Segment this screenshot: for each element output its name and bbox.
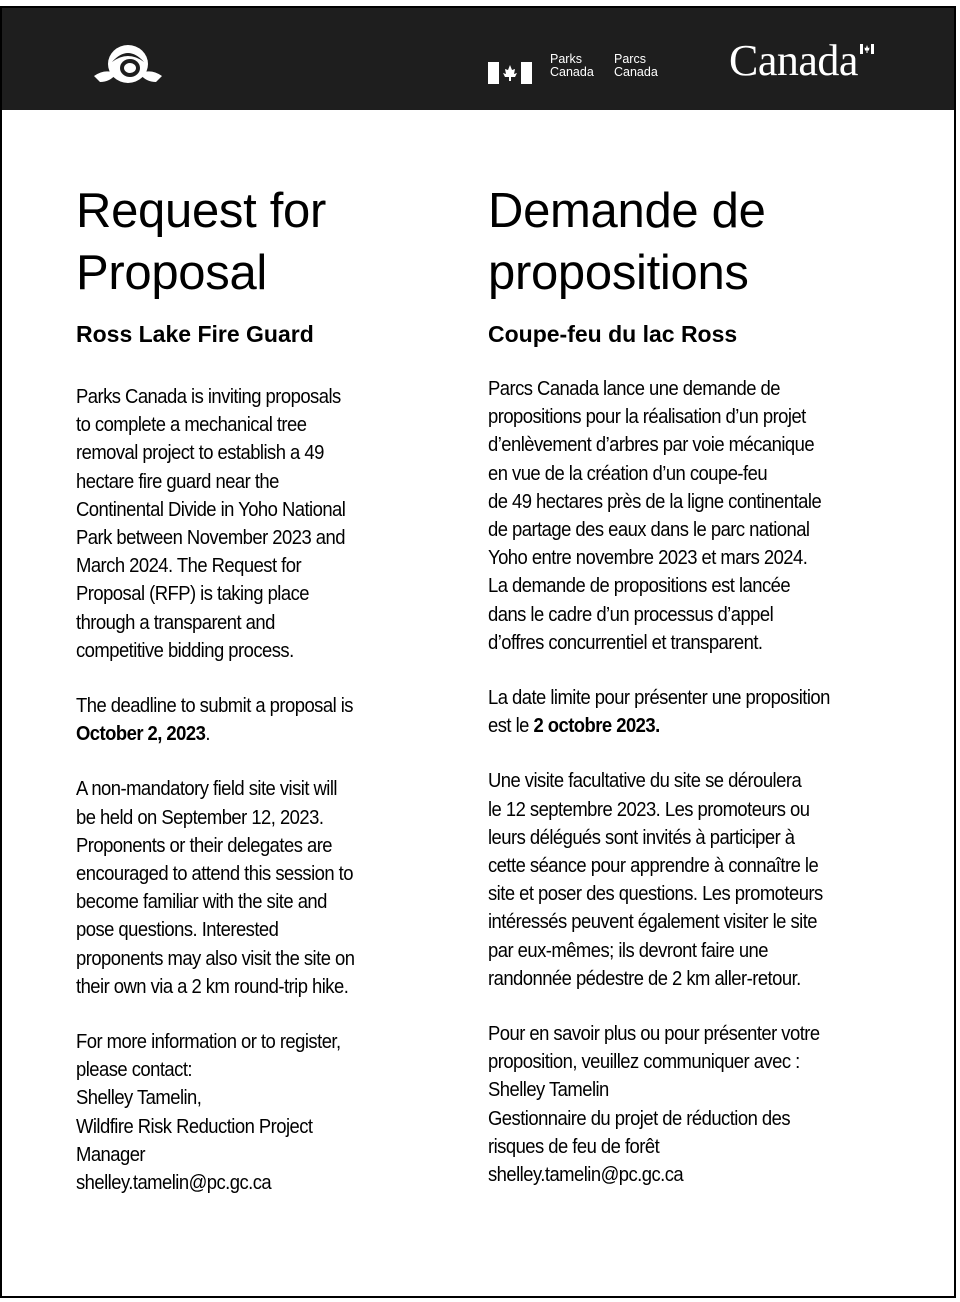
text-line: Wildfire Risk Reduction Project [76, 1114, 313, 1138]
body-fr [488, 375, 911, 1189]
text-line: par eux-mêmes; ils devront faire une [488, 938, 768, 962]
text-line: Pour en savoir plus ou pour présenter votre [488, 1022, 820, 1046]
contact-email-fr[interactable]: shelley.tamelin@pc.gc.ca [488, 1163, 684, 1187]
text-line: competitive bidding process. [76, 638, 294, 662]
text-line: dans le cadre d’un processus d’appel [488, 602, 774, 626]
english-column [76, 180, 466, 1197]
text-line: le 12 septembre 2023. Les promoteurs ou [488, 797, 810, 821]
contact-paragraph-en [76, 1028, 472, 1197]
text-line: pose questions. Interested [76, 918, 279, 942]
site-visit-paragraph-en [76, 775, 472, 1001]
text-line: their own via a 2 km round-trip hike. [76, 974, 349, 998]
subtitle-fr: Coupe-feu du lac Ross [488, 321, 738, 347]
parcs-canada-wordmark-fr: Parcs Canada [614, 52, 658, 79]
text-line: propositions pour la réalisation d’un projet [488, 405, 806, 429]
contact-name-en: Shelley Tamelin, [76, 1086, 202, 1110]
text-line: through a transparent and [76, 610, 275, 634]
canada-wordmark-flag-icon [860, 44, 874, 54]
text-line: de 49 hectares près de la ligne continentale [488, 489, 822, 513]
deadline-date-fr: 2 octobre 2023. [533, 714, 660, 738]
text-line: est le 2 octobre 2023. [488, 714, 660, 738]
deadline-paragraph-en [76, 692, 472, 748]
text-line: risques de feu de forêt [488, 1134, 660, 1158]
text-line: leurs délégués sont invités à participer à [488, 825, 795, 849]
text-line: Manager [76, 1142, 146, 1166]
text-line: cette séance pour apprendre à connaître le [488, 854, 819, 878]
text-line: Proposal (RFP) is taking place [76, 582, 309, 606]
text-line: Proponents or their delegates are [76, 833, 333, 857]
title-fr [488, 180, 908, 304]
text-line: site et poser des questions. Les promoteurs [488, 882, 823, 906]
canada-flag-icon [488, 62, 532, 84]
text-line: La demande de propositions est lancée [488, 574, 791, 598]
text-line: Gestionnaire du projet de réduction des [488, 1106, 791, 1130]
text-line: For more information or to register, [76, 1030, 341, 1054]
parks-canada-wordmark-en: Parks Canada [550, 52, 594, 79]
contact-name-fr: Shelley Tamelin [488, 1078, 609, 1102]
body-en [76, 383, 472, 1197]
canada-wordmark: Canada [729, 36, 858, 85]
notice-frame [0, 6, 956, 1298]
parks-canada-beaver-logo-icon [92, 32, 164, 92]
deadline-date-en: October 2, 2023 [76, 722, 206, 746]
title-en [76, 180, 466, 304]
text-line: en vue de la création d’un coupe-feu [488, 461, 768, 485]
text-line: Demande de [488, 184, 766, 238]
text-line: encouraged to attend this session to [76, 862, 353, 886]
text-line: A non-mandatory field site visit will [76, 777, 337, 801]
site-visit-paragraph-fr [488, 767, 911, 993]
text-line: Une visite facultative du site se déroulera [488, 769, 802, 793]
text-line: d’offres concurrentiel et transparent. [488, 630, 763, 654]
text-line: March 2024. The Request for [76, 554, 302, 578]
text-line: Parcs Canada lance une demande de [488, 377, 780, 400]
header-bar [2, 8, 954, 110]
subtitle-en: Ross Lake Fire Guard [76, 321, 314, 347]
text-line: d’enlèvement d’arbres par voie mécanique [488, 433, 815, 457]
text-line: become familiar with the site and [76, 890, 327, 914]
text-line: intéressés peuvent également visiter le site [488, 910, 818, 934]
text-line: to complete a mechanical tree [76, 413, 307, 437]
text-line: Continental Divide in Yoho National [76, 497, 346, 521]
text-line: Proposal [76, 246, 267, 300]
text-line: please contact: [76, 1058, 193, 1082]
text-line: Park between November 2023 and [76, 526, 345, 550]
contact-paragraph-fr [488, 1020, 911, 1189]
text-line: proponents may also visit the site on [76, 946, 355, 970]
text-line: La date limite pour présenter une proposition [488, 686, 830, 710]
intro-paragraph-en [76, 383, 472, 665]
intro-paragraph-fr [488, 375, 911, 657]
text-line: be held on September 12, 2023. [76, 805, 324, 829]
text-line: October 2, 2023. [76, 722, 210, 746]
french-column [488, 180, 908, 1189]
contact-email-en[interactable]: shelley.tamelin@pc.gc.ca [76, 1171, 272, 1195]
text-line: hectare fire guard near the [76, 469, 279, 493]
text-line: Parks Canada is inviting proposals [76, 385, 341, 408]
text-line: Yoho entre novembre 2023 et mars 2024. [488, 546, 808, 570]
deadline-paragraph-fr [488, 684, 911, 740]
text-line: Request for [76, 184, 327, 238]
text-line: randonnée pédestre de 2 km aller-retour. [488, 966, 801, 990]
text-line: The deadline to submit a proposal is [76, 694, 353, 718]
text-line: removal project to establish a 49 [76, 441, 324, 465]
text-line: de partage des eaux dans le parc national [488, 518, 810, 542]
text-line: propositions [488, 246, 749, 300]
text-line: proposition, veuillez communiquer avec : [488, 1050, 800, 1074]
